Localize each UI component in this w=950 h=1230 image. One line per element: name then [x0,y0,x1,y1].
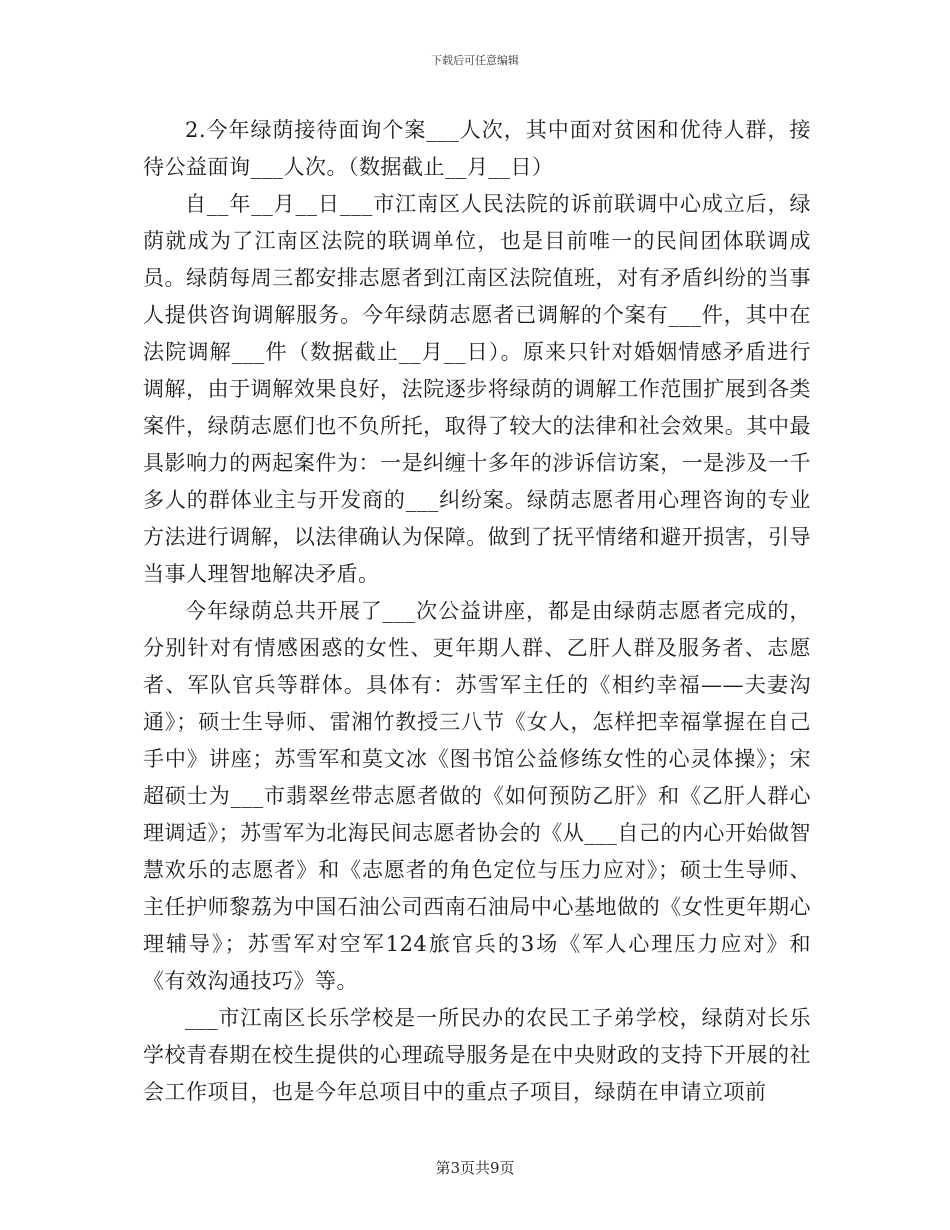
paragraph-2: 自__年__月__日___市江南区人民法院的诉前联调中心成立后，绿荫就成为了江南区法院的联调单位，也是目前唯一的民间团体联调成员。绿荫每周三都安排志愿者到江南区法院值班，对有矛盾纠纷的当事人提供咨询调解服务。今年绿荫志愿者已调解的个案有___件，其中在法院调解___件（数据截止__月__日）。原来只针对婚姻情感矛盾进行调解，由于调解效果良好，法院逐步将绿荫的调解工作范围扩展到各类案件，绿荫志愿们也不负所托，取得了较大的法律和社会效果。其中最具影响力的两起案件为：一是纠缠十多年的涉诉信访案，一是涉及一千多人的群体业主与开发商的___纠纷案。绿荫志愿者用心理咨询的专业方法进行调解，以法律确认为保障。做到了抚平情绪和避开损害，引导当事人理智地解决矛盾。 [143,192,811,586]
document-body [143,112,811,1111]
paragraph-3: 今年绿荫总共开展了___次公益讲座，都是由绿荫志愿者完成的，分别针对有情感困惑的女性、更年期人群、乙肝人群及服务者、志愿者、军队官兵等群体。具体有：苏雪军主任的《相约幸福——夫妻沟通》；硕士生导师、雷湘竹教授三八节《女人，怎样把幸福掌握在自己手中》讲座；苏雪军和莫文冰《图书馆公益修练女性的心灵体操》；宋超硕士为___市翡翠丝带志愿者做的《如何预防乙肝》和《乙肝人群心理调适》；苏雪军为北海民间志愿者协会的《从___自己的内心开始做智慧欢乐的志愿者》和《志愿者的角色定位与压力应对》；硕士生导师、主任护师黎荔为中国石油公司西南石油局中心基地做的《女性更年期心理辅导》；苏雪军对空军124旅官兵的3场《军人心理压力应对》和《有效沟通技巧》等。 [143,599,811,993]
page-header: 下载后可任意编辑 [431,54,519,67]
page-number-footer: 第3页共9页 [435,1159,515,1177]
paragraph-1: 2.今年绿荫接待面询个案___人次，其中面对贫困和优待人群，接待公益面询___人次。（数据截止__月__日） [143,118,811,179]
paragraph-4: ___市江南区长乐学校是一所民办的农民工子弟学校，绿荫对长乐学校青春期在校生提供的心理疏导服务是在中央财政的支持下开展的社会工作项目，也是今年总项目中的重点子项目，绿荫在申请立项前 [143,1006,811,1104]
